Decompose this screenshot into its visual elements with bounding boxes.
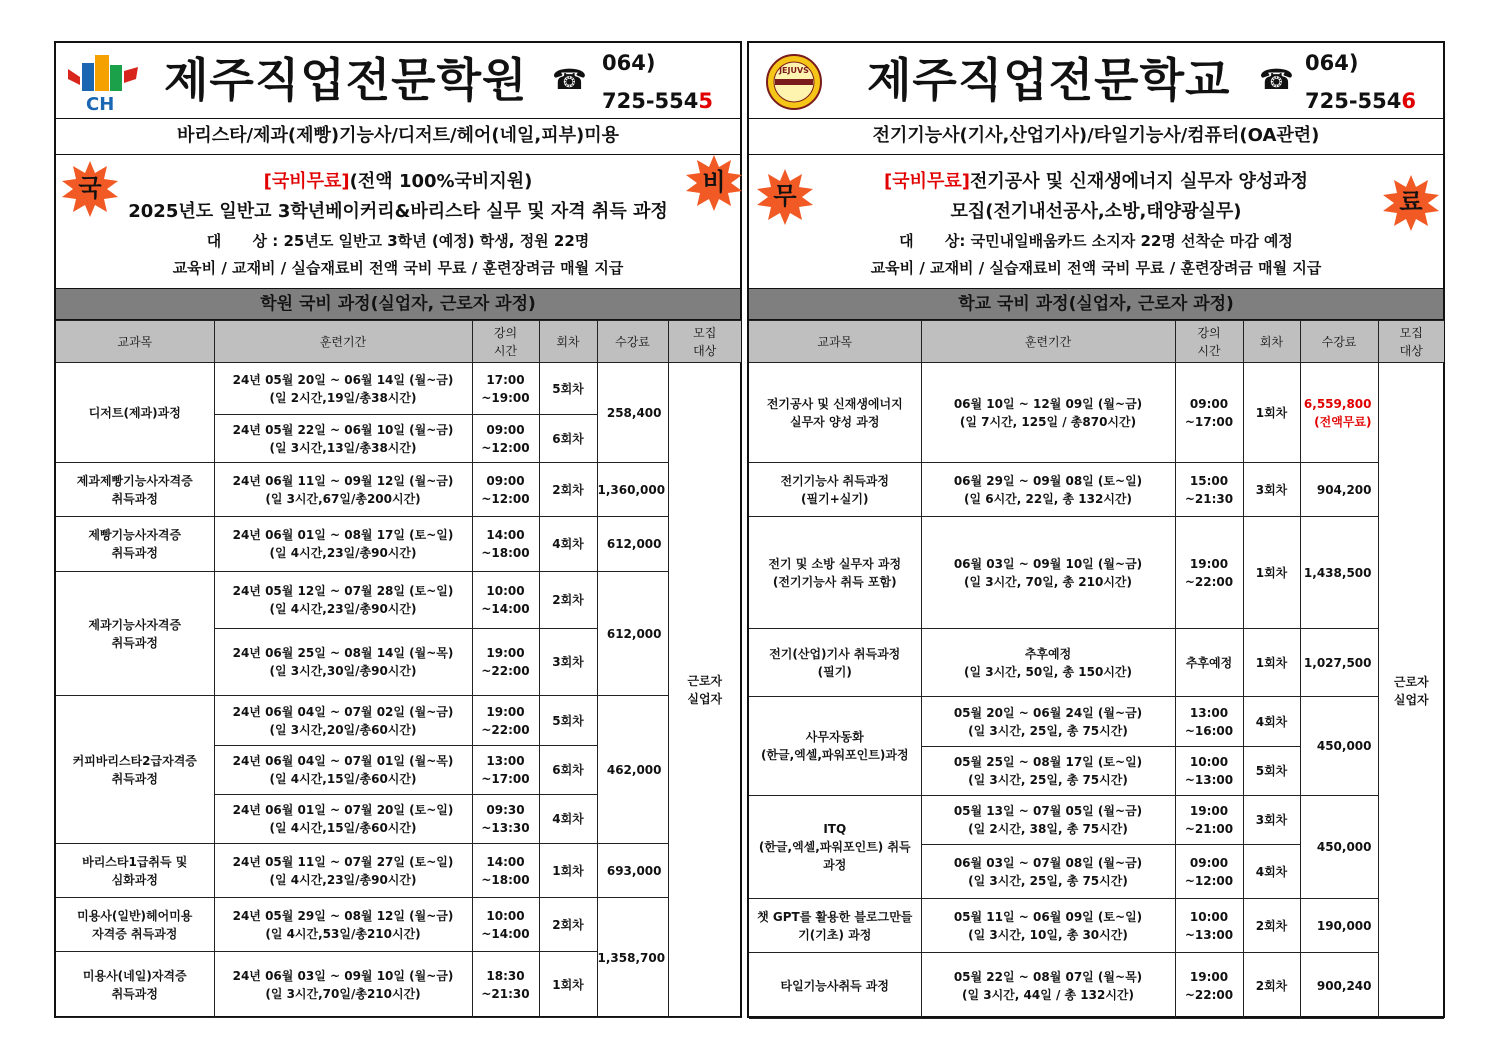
course-hours: 18:30 ~21:30 — [472, 952, 539, 1018]
promo-target: 대 상 : 25년도 일반고 3학년 (예정) 학생, 정원 22명 — [206, 232, 590, 250]
course-subject: 제과기능사자격증 취득과정 — [56, 572, 214, 696]
table-row — [749, 629, 1444, 697]
course-hours: 09:00 ~12:00 — [472, 415, 539, 463]
course-fee: 1,027,500 — [1300, 629, 1378, 697]
school-header — [749, 43, 1443, 119]
course-session: 2회차 — [539, 898, 597, 952]
header-period: 훈련기간 — [214, 321, 472, 363]
course-session: 4회차 — [539, 795, 597, 844]
course-hours: 10:00 ~13:00 — [1175, 747, 1243, 796]
section-title: 학교 국비 과정(실업자, 근로자 과정) — [749, 289, 1443, 320]
promo-box — [56, 155, 740, 289]
course-hours: 19:00 ~22:00 — [1175, 517, 1243, 629]
course-period: 24년 05월 29일 ~ 08월 12일 (월~금) (일 4시간,53일/총210시간) — [214, 898, 472, 952]
course-fee: 612,000 — [597, 517, 668, 572]
course-session: 3회차 — [1243, 463, 1300, 517]
course-subject: 사무자동화 (한글,엑셀,파워포인트)과정 — [749, 697, 921, 796]
course-period: 06월 03일 ~ 07월 08일 (월~금) (일 3시간, 25일, 총 75시간) — [921, 845, 1175, 899]
table-row — [56, 898, 741, 952]
course-period: 05월 25일 ~ 08월 17일 (토~일) (일 3시간, 25일, 총 75시간) — [921, 747, 1175, 796]
recruit-target: 근로자 실업자 — [1378, 363, 1444, 1019]
course-period: 24년 05월 20일 ~ 06월 14일 (월~금) (일 2시간,19일/총38시간) — [214, 363, 472, 415]
course-period: 05월 22일 ~ 08월 07일 (월~목) (일 3시간, 44일 / 총 132시간) — [921, 953, 1175, 1019]
promo-line1: [국비무료](전액 100%국비지원) — [263, 171, 533, 192]
phone-icon: ☎ — [1259, 63, 1294, 96]
course-subject: 바리스타1급취득 및 심화과정 — [56, 844, 214, 898]
course-fee: 693,000 — [597, 844, 668, 898]
promo-benefits: 교육비 / 교재비 / 실습재료비 전액 국비 무료 / 훈련장려금 매월 지급 — [172, 259, 624, 277]
course-period: 06월 29일 ~ 09월 08일 (토~일) (일 6시간, 22일, 총 132시간) — [921, 463, 1175, 517]
burst-badge-left: 국 — [62, 161, 118, 217]
course-table — [749, 320, 1444, 1019]
course-categories: 바리스타/제과(제빵)기능사/디저트/헤어(네일,피부)미용 — [56, 119, 740, 155]
course-period: 24년 05월 12일 ~ 07월 28일 (토~일) (일 4시간,23일/총90시간) — [214, 572, 472, 629]
ch-logo-icon — [64, 51, 142, 113]
promo-line2: 2025년도 일반고 3학년베이커리&바리스타 실무 및 자격 취득 과정 — [128, 201, 668, 222]
section-title: 학원 국비 과정(실업자, 근로자 과정) — [56, 289, 740, 320]
table-row — [56, 572, 741, 629]
course-session: 4회차 — [1243, 845, 1300, 899]
course-subject: 미용사(네일)자격증 취득과정 — [56, 952, 214, 1018]
course-hours: 19:00 ~22:00 — [472, 696, 539, 746]
course-session: 3회차 — [539, 629, 597, 696]
course-hours: 13:00 ~16:00 — [1175, 697, 1243, 747]
course-session: 2회차 — [1243, 953, 1300, 1019]
course-session: 2회차 — [539, 572, 597, 629]
phone-icon: ☎ — [552, 63, 587, 96]
course-fee: 462,000 — [597, 696, 668, 844]
course-categories: 전기기능사(기사,산업기사)/타일기능사/컴퓨터(OA관련) — [749, 119, 1443, 155]
course-subject: 커피바리스타2급자격증 취득과정 — [56, 696, 214, 844]
jejuvs-emblem-icon — [765, 53, 823, 111]
course-period: 06월 03일 ~ 09월 10일 (월~금) (일 3시간, 70일, 총 210시간) — [921, 517, 1175, 629]
header-subject: 교과목 — [56, 321, 214, 363]
header-target: 모집 대상 — [668, 321, 741, 363]
course-subject: 전기 및 소방 실무자 과정 (전기기능사 취득 포함) — [749, 517, 921, 629]
course-period: 24년 06월 04일 ~ 07월 01일 (월~목) (일 4시간,15일/총60시간) — [214, 746, 472, 795]
course-hours: 19:00 ~22:00 — [1175, 953, 1243, 1019]
course-period: 24년 06월 01일 ~ 08월 17일 (토~일) (일 4시간,23일/총90시간) — [214, 517, 472, 572]
course-period: 06월 10일 ~ 12월 09일 (월~금) (일 7시간, 125일 / 총870시간) — [921, 363, 1175, 463]
course-fee: 1,360,000 — [597, 463, 668, 517]
course-hours: 15:00 ~21:30 — [1175, 463, 1243, 517]
course-period: 24년 06월 11일 ~ 09월 12일 (월~금) (일 3시간,67일/총200시간) — [214, 463, 472, 517]
course-period: 05월 20일 ~ 06월 24일 (월~금) (일 3시간, 25일, 총 75시간) — [921, 697, 1175, 747]
course-hours: 19:00 ~21:00 — [1175, 796, 1243, 845]
course-hours: 09:00 ~12:00 — [472, 463, 539, 517]
table-row — [749, 953, 1444, 1019]
course-session: 1회차 — [539, 952, 597, 1018]
table-row — [56, 517, 741, 572]
course-period: 추후예정 (일 3시간, 50일, 총 150시간) — [921, 629, 1175, 697]
burst-badge-left: 무 — [757, 169, 813, 225]
promo-benefits: 교육비 / 교재비 / 실습재료비 전액 국비 무료 / 훈련장려금 매월 지급 — [870, 259, 1322, 277]
course-period: 24년 06월 25일 ~ 08월 14일 (월~목) (일 3시간,30일/총90시간) — [214, 629, 472, 696]
course-hours: 17:00 ~19:00 — [472, 363, 539, 415]
recruit-target: 근로자 실업자 — [668, 363, 741, 1018]
burst-badge-right: 료 — [1383, 175, 1439, 231]
header-session: 회차 — [539, 321, 597, 363]
course-hours: 14:00 ~18:00 — [472, 517, 539, 572]
course-subject: 챗 GPT를 활용한 블로그만들 기(기초) 과정 — [749, 899, 921, 953]
course-subject: 제빵기능사자격증 취득과정 — [56, 517, 214, 572]
table-row — [749, 463, 1444, 517]
course-period: 24년 06월 01일 ~ 07월 20일 (토~일) (일 4시간,15일/총60시간) — [214, 795, 472, 844]
course-session: 5회차 — [539, 696, 597, 746]
header-fee: 수강료 — [597, 321, 668, 363]
course-session: 1회차 — [1243, 363, 1300, 463]
promo-line1: [국비무료]전기공사 및 신재생에너지 실무자 양성과정 — [883, 171, 1309, 192]
course-hours: 19:00 ~22:00 — [472, 629, 539, 696]
course-fee: 1,438,500 — [1300, 517, 1378, 629]
emblem-text: JEJUVS — [779, 66, 809, 75]
course-subject: 전기(산업)기사 취득과정 (필기) — [749, 629, 921, 697]
academy-panel — [54, 41, 742, 1018]
burst-badge-right: 비 — [686, 155, 742, 211]
course-fee: 450,000 — [1300, 697, 1378, 796]
course-hours: 10:00 ~13:00 — [1175, 899, 1243, 953]
course-hours: 09:00 ~12:00 — [1175, 845, 1243, 899]
table-row — [749, 899, 1444, 953]
school-panel — [747, 41, 1445, 1018]
course-session: 1회차 — [539, 844, 597, 898]
table-row — [56, 363, 741, 415]
promo-target: 대 상: 국민내일배움카드 소지자 22명 선착순 마감 예정 — [899, 232, 1293, 250]
course-hours: 추후예정 — [1175, 629, 1243, 697]
course-fee: 6,559,800 (전액무료) — [1300, 363, 1378, 463]
course-session: 2회차 — [539, 463, 597, 517]
header-period: 훈련기간 — [921, 321, 1175, 363]
academy-header — [56, 43, 740, 119]
header-target: 모집 대상 — [1378, 321, 1444, 363]
course-fee: 1,358,700 — [597, 898, 668, 1018]
logo-text: CH — [86, 94, 115, 113]
course-session: 4회차 — [539, 517, 597, 572]
course-fee: 258,400 — [597, 363, 668, 463]
promo-line2: 모집(전기내선공사,소방,태양광실무) — [950, 201, 1242, 222]
course-session: 5회차 — [1243, 747, 1300, 796]
course-period: 24년 06월 03일 ~ 09월 10일 (월~금) (일 3시간,70일/총210시간) — [214, 952, 472, 1018]
brand-title: 제주직업전문학원 — [164, 53, 528, 107]
course-hours: 13:00 ~17:00 — [472, 746, 539, 795]
course-period: 24년 05월 11일 ~ 07월 27일 (토~일) (일 4시간,23일/총90시간) — [214, 844, 472, 898]
course-subject: ITQ (한글,엑셀,파워포인트) 취득 과정 — [749, 796, 921, 899]
course-hours: 10:00 ~14:00 — [472, 572, 539, 629]
table-row — [749, 517, 1444, 629]
course-session: 3회차 — [1243, 796, 1300, 845]
header-session: 회차 — [1243, 321, 1300, 363]
course-session: 5회차 — [539, 363, 597, 415]
phone-number: 064) 725-5545 — [602, 51, 714, 113]
table-row — [749, 796, 1444, 845]
course-fee: 450,000 — [1300, 796, 1378, 899]
course-period: 05월 13일 ~ 07월 05일 (월~금) (일 2시간, 38일, 총 75시간) — [921, 796, 1175, 845]
table-header-row — [749, 321, 1444, 363]
table-row — [56, 696, 741, 746]
course-hours: 09:00 ~17:00 — [1175, 363, 1243, 463]
course-fee: 900,240 — [1300, 953, 1378, 1019]
course-session: 1회차 — [1243, 517, 1300, 629]
table-row — [56, 463, 741, 517]
header-subject: 교과목 — [749, 321, 921, 363]
course-session: 6회차 — [539, 415, 597, 463]
course-fee: 904,200 — [1300, 463, 1378, 517]
course-subject: 타일기능사취득 과정 — [749, 953, 921, 1019]
course-period: 24년 06월 04일 ~ 07월 02일 (월~금) (일 3시간,20일/총60시간) — [214, 696, 472, 746]
course-subject: 전기기능사 취득과정 (필기+실기) — [749, 463, 921, 517]
course-subject: 제과제빵기능사자격증 취득과정 — [56, 463, 214, 517]
promo-box — [749, 155, 1443, 289]
header-fee: 수강료 — [1300, 321, 1378, 363]
course-hours: 14:00 ~18:00 — [472, 844, 539, 898]
header-hours: 강의 시간 — [472, 321, 539, 363]
table-row — [56, 844, 741, 898]
course-table — [56, 320, 741, 1018]
course-fee: 190,000 — [1300, 899, 1378, 953]
course-subject: 미용사(일반)헤어미용 자격증 취득과정 — [56, 898, 214, 952]
course-subject: 전기공사 및 신재생에너지 실무자 양성 과정 — [749, 363, 921, 463]
course-fee: 612,000 — [597, 572, 668, 696]
course-session: 1회차 — [1243, 629, 1300, 697]
table-row — [749, 697, 1444, 747]
phone-number: 064) 725-5546 — [1305, 51, 1417, 113]
course-period: 24년 05월 22일 ~ 06월 10일 (월~금) (일 3시간,13일/총38시간) — [214, 415, 472, 463]
course-hours: 10:00 ~14:00 — [472, 898, 539, 952]
course-session: 2회차 — [1243, 899, 1300, 953]
course-hours: 09:30 ~13:30 — [472, 795, 539, 844]
table-header-row — [56, 321, 741, 363]
course-subject: 디저트(제과)과정 — [56, 363, 214, 463]
brand-title: 제주직업전문학교 — [867, 53, 1231, 107]
table-row — [749, 363, 1444, 463]
course-session: 4회차 — [1243, 697, 1300, 747]
course-session: 6회차 — [539, 746, 597, 795]
header-hours: 강의 시간 — [1175, 321, 1243, 363]
course-period: 05월 11일 ~ 06월 09일 (토~일) (일 3시간, 10일, 총 30시간) — [921, 899, 1175, 953]
